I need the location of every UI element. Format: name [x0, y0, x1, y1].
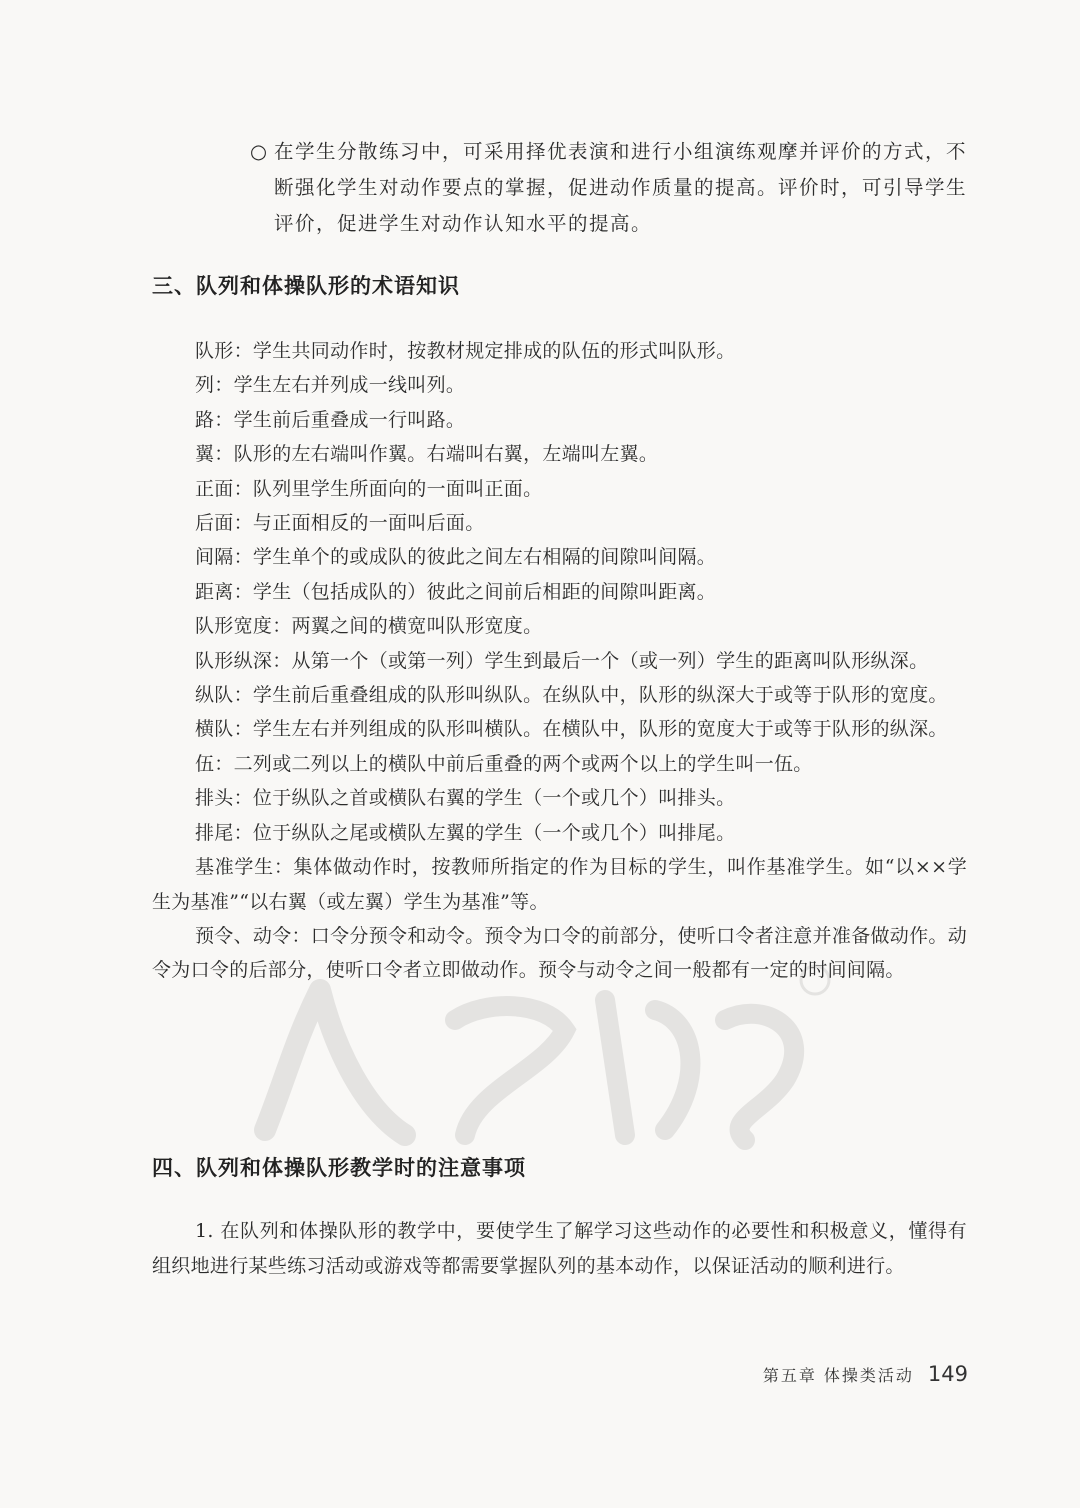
term-item: 正面：队列里学生所面向的一面叫正面。: [195, 477, 543, 500]
term-item: 队形：学生共同动作时，按教材规定排成的队伍的形式叫队形。: [195, 340, 736, 362]
bullet-paragraph: [250, 134, 985, 242]
note-item: 1. 在队列和体操队形的教学中，要使学生了解学习这些动作的必要性和积极意义，懂得有组织地进行某些练习活动或游戏等都需要掌握队列的基本动作，以保证活动的顺利进行。: [152, 1220, 967, 1277]
term-item: 纵队：学生前后重叠组成的队形叫纵队。在纵队中，队形的纵深大于或等于队形的宽度。: [195, 684, 948, 707]
notes-list: [152, 1214, 967, 1283]
page-number: 149: [927, 1362, 968, 1386]
bullet-text: 在学生分散练习中，可采用择优表演和进行小组演练观摩并评价的方式，不断强化学生对动作要点的掌握，促进动作质量的提高。评价时，可引导学生评价，促进学生对动作认知水平的提高。: [274, 140, 968, 235]
term-item: 距离：学生（包括成队的）彼此之间前后相距的间隙叫距离。: [195, 580, 717, 603]
term-item: 翼：队形的左右端叫作翼。右端叫右翼，左端叫左翼。: [195, 443, 659, 466]
publisher-watermark-logo: [225, 960, 845, 1160]
page-footer: [763, 1362, 968, 1386]
term-item: 队形宽度：两翼之间的横宽叫队形宽度。: [195, 615, 543, 638]
term-item: 列：学生左右并列成一线叫列。: [195, 374, 466, 397]
term-item: 预令、动令：口令分预令和动令。预令为口令的前部分，使听口令者注意并准备做动作。动令为口令的后部分，使听口令者立即做动作。预令与动令之间一般都有一定的时间间隔。: [152, 924, 968, 982]
circle-bullet-icon: ○: [250, 140, 269, 163]
section-heading-4: 四、队列和体操队形教学时的注意事项: [152, 1156, 526, 1180]
term-item: 队形纵深：从第一个（或第一列）学生到最后一个（或一列）学生的距离叫队形纵深。: [195, 649, 929, 672]
term-item: 间隔：学生单个的或成队的彼此之间左右相隔的间隙叫间隔。: [195, 546, 717, 569]
term-item: 伍：二列或二列以上的横队中前后重叠的两个或两个以上的学生叫一伍。: [195, 752, 813, 775]
section-heading-3: 三、队列和体操队形的术语知识: [152, 274, 460, 298]
term-item: 排尾：位于纵队之尾或横队左翼的学生（一个或几个）叫排尾。: [195, 821, 736, 844]
term-item: 基准学生：集体做动作时，按教师所指定的作为目标的学生，叫作基准学生。如“以××学生为基准”“以右翼（或左翼）学生为基准”等。: [152, 856, 967, 913]
term-item: 横队：学生左右并列组成的队形叫横队。在横队中，队形的宽度大于或等于队形的纵深。: [195, 718, 948, 741]
term-item: 后面：与正面相反的一面叫后面。: [195, 512, 485, 535]
term-item: 排头：位于纵队之首或横队右翼的学生（一个或几个）叫排头。: [195, 787, 736, 810]
terms-list: [152, 334, 967, 988]
chapter-label: 第五章 体操类活动: [762, 1366, 914, 1385]
term-item: 路：学生前后重叠成一行叫路。: [195, 408, 466, 431]
